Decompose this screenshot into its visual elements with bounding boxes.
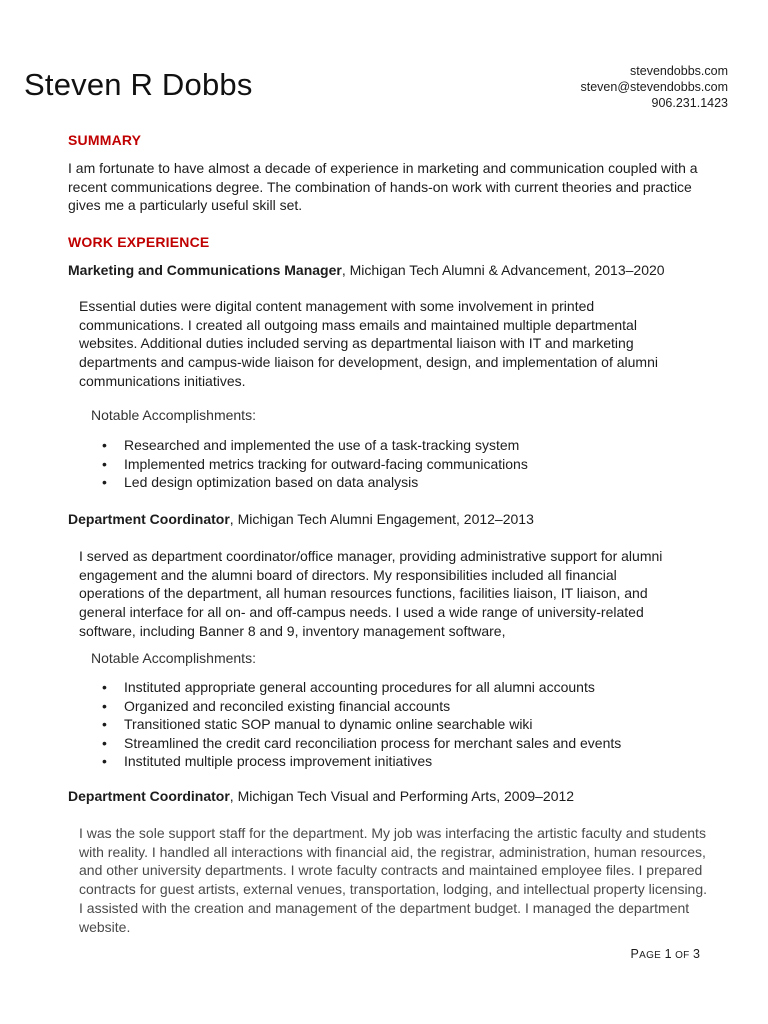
list-item: • Implemented metrics tracking for outward-facing communications xyxy=(100,455,528,474)
list-item: • Instituted appropriate general accounting procedures for all alumni accounts xyxy=(100,678,621,697)
notable-accomplishments-label: Notable Accomplishments: xyxy=(91,650,256,666)
website-link[interactable]: stevendobbs.com xyxy=(630,64,728,78)
list-item: • Researched and implemented the use of a task-tracking system xyxy=(100,436,528,455)
list-item: • Led design optimization based on data analysis xyxy=(100,473,528,492)
job-description: I was the sole support staff for the department. My job was interfacing the artistic faculty and students with reality. I handled all interactions with financial aid, the registrar, administration, human resources, and other university departments. I wrote faculty contracts and maintained employee files. I prepared contracts for guest artists, external venues, transportation, lodging, and intellectual property licensing. I assisted with the creation and management of the department budget. I managed the department website. xyxy=(79,825,708,935)
summary-heading: SUMMARY xyxy=(68,132,142,148)
job-title: Department Coordinator xyxy=(68,511,230,527)
job-title-line xyxy=(68,262,665,278)
job-details: , Michigan Tech Visual and Performing Arts, 2009–2012 xyxy=(229,788,575,804)
summary-text: I am fortunate to have almost a decade of experience in marketing and communication coupled with a recent communications degree. The combination of hands-on work with current theories and practice gives me a particularly useful skill set. xyxy=(68,160,698,214)
candidate-name: Steven R Dobbs xyxy=(24,67,253,102)
list-item: • Instituted multiple process improvement initiatives xyxy=(100,752,621,771)
list-item: • Streamlined the credit card reconciliation process for merchant sales and events xyxy=(100,734,621,753)
job-details: , Michigan Tech Alumni & Advancement, 2013–2020 xyxy=(341,262,665,278)
job-details: , Michigan Tech Alumni Engagement, 2012–2013 xyxy=(229,511,534,527)
contact-block xyxy=(581,63,729,111)
phone-number: 906.231.1423 xyxy=(651,96,728,110)
accomplishments-list xyxy=(100,678,621,771)
email-link[interactable]: steven@stevendobbs.com xyxy=(580,80,728,94)
job-title-line xyxy=(68,511,534,527)
list-item: • Transitioned static SOP manual to dynamic online searchable wiki xyxy=(100,715,621,734)
job-description: Essential duties were digital content management with some involvement in printed communications. I created all outgoing mass emails and maintained multiple departmental websites. Additional duties included serving as departmental liaison with IT and marketing departments and campus-wide liaison for development, design, and implementation of alumni communications initiatives. xyxy=(79,298,658,389)
job-description: I served as department coordinator/office manager, providing administrative support for alumni engagement and the alumni board of directors. My responsibilities included all financial operations of the department, all human resources functions, facilities liaison, IT liaison, and general interface for all on- and off-campus needs. I used a wide range of university-related software, including Banner 8 and 9, inventory management software, xyxy=(79,548,663,639)
work-experience-heading: WORK EXPERIENCE xyxy=(68,234,210,250)
job-title: Marketing and Communications Manager xyxy=(68,262,342,278)
job-title: Department Coordinator xyxy=(68,788,230,804)
page-number: PAGE 1 OF 3 xyxy=(630,947,700,961)
notable-accomplishments-label: Notable Accomplishments: xyxy=(91,407,256,423)
list-item: • Organized and reconciled existing financial accounts xyxy=(100,697,621,716)
accomplishments-list xyxy=(100,436,528,492)
job-title-line xyxy=(68,788,574,804)
